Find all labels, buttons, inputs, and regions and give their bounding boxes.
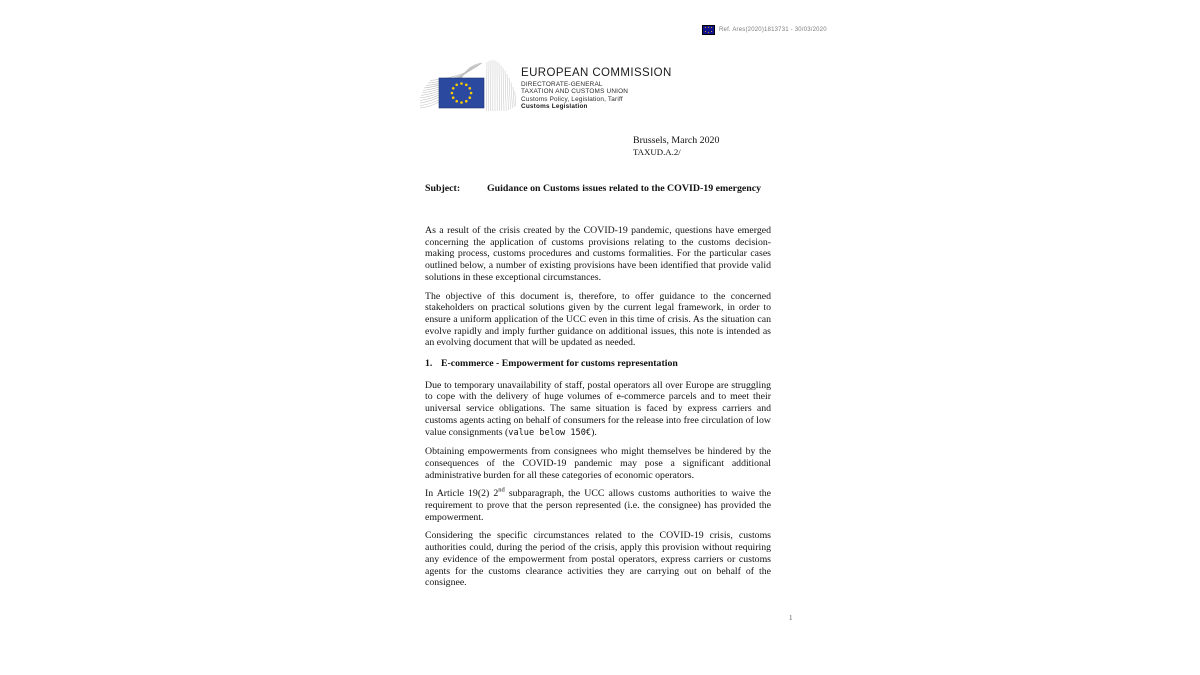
- paragraph: Considering the specific circumstances related to the COVID-19 crisis, customs authorities could, during the period of the crisis, apply this provision without requiring any evidence of the empowerment from postal operators, express carriers or customs agents for the customs clearance activities they are carrying out on behalf of the consignee.: [425, 530, 771, 589]
- dateline: [633, 135, 719, 157]
- file-reference: TAXUD.A.2/: [633, 147, 681, 157]
- subject-label: Subject:: [425, 183, 461, 194]
- subunit-line: Customs Legislation: [521, 103, 588, 111]
- directorate-line: DIRECTORATE-GENERAL: [521, 81, 603, 88]
- section-heading: [425, 358, 771, 370]
- section-number: 1.: [425, 358, 433, 370]
- place-and-date: Brussels, March 2020: [633, 135, 720, 146]
- ares-stamp: [702, 25, 827, 35]
- institution-name: EUROPEAN COMMISSION: [521, 67, 672, 79]
- eu-flag-mini-icon: [702, 25, 715, 35]
- document-body: [425, 225, 771, 589]
- department-line: TAXATION AND CUSTOMS UNION: [521, 88, 629, 96]
- paragraph: Obtaining empowerments from consignees who might themselves be hindered by the consequences of the COVID-19 pandemic may pose a significant additional administrative burden for all these categories of economic operators.: [425, 446, 771, 481]
- paragraph: As a result of the crisis created by the COVID-19 pandemic, questions have emerged concerning the application of customs provisions relating to the customs decision-making process, customs procedures and customs formalities. For the particular cases outlined below, a number of existing provisions have been identified that provide valid solutions in these exceptional circumstances.: [425, 225, 771, 283]
- section-title: E-commerce - Empowerment for customs representation: [441, 358, 678, 370]
- paragraph: Due to temporary unavailability of staff, postal operators all over Europe are struggling to cope with the delivery of huge volumes of e-commerce parcels and to meet their universal service obligations. The same situation is faced by express carriers and customs agents acting on behalf of consumers for the release into free circulation of low value consignments (value below 150€).: [425, 379, 771, 438]
- ares-ref-text: Ref. Ares(2020)1813731 - 30/03/2020: [719, 27, 827, 33]
- paragraph: The objective of this document is, therefore, to offer guidance to the concerned stakeholders on practical solutions given by the current legal framework, in order to ensure a uniform application of the UCC even in this time of crisis. As the situation can evolve rapidly and imply further guidance on additional issues, this note is intended as an evolving document that will be updated as needed.: [425, 290, 771, 349]
- page-number: 1: [789, 614, 793, 622]
- logo-text-block: [521, 67, 672, 111]
- paragraph: In Article 19(2) 2nd subparagraph, the UCC allows customs authorities to waive the requirement to prove that the person represented (i.e. the consignee) has provided the empowerment.: [425, 487, 772, 523]
- mono-value-segment: value below 150€: [508, 427, 592, 438]
- ordinal-superscript: nd: [498, 487, 505, 495]
- eu-flag-icon: [439, 78, 484, 108]
- subject-text: Guidance on Customs issues related to the COVID-19 emergency: [487, 183, 762, 194]
- unit-line: Customs Policy, Legislation, Tariff: [521, 95, 623, 103]
